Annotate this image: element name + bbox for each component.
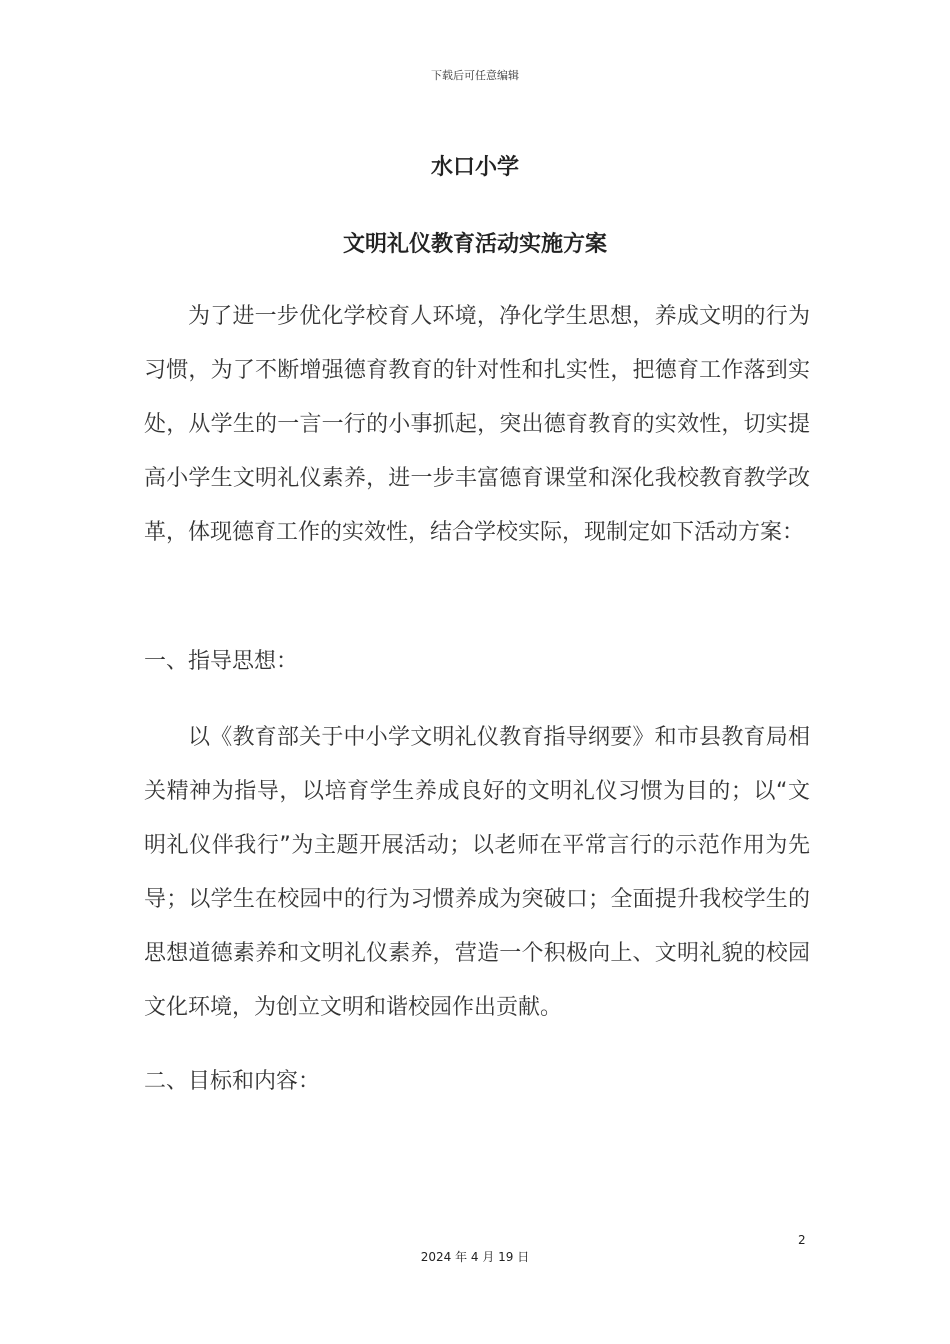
page-number: 2 bbox=[798, 1233, 806, 1247]
guiding-paragraph: 以《教育部关于中小学文明礼仪教育指导纲要》和市县教育局相关精神为指导，以培育学生养成良好的文明礼仪习惯为目的；以“文明礼仪伴我行”为主题开展活动；以老师在平常言行的示范作用为先导；以学生在校园中的行为习惯养成为突破口；全面提升我校学生的思想道德素养和文明礼仪素养，营造一个积极向上、文明礼貌的校园文化环境，为创立文明和谐校园作出贡献。 bbox=[144, 725, 810, 1020]
school-name: 水口小学 bbox=[430, 155, 519, 180]
footer-date: 2024 年 4 月 19 日 bbox=[420, 1250, 530, 1264]
section-heading-goals-content bbox=[144, 1055, 810, 1109]
document-title: 文明礼仪教育活动实施方案 bbox=[342, 232, 607, 257]
section-heading: 二、目标和内容： bbox=[144, 1069, 321, 1094]
guiding-paragraph-block bbox=[144, 711, 810, 1035]
section-heading-guiding-ideology bbox=[144, 635, 810, 689]
intro-paragraph-block bbox=[144, 290, 810, 560]
section-heading: 一、指导思想： bbox=[144, 649, 299, 674]
header-note: 下载后可任意编辑 bbox=[431, 69, 519, 82]
intro-paragraph: 为了进一步优化学校育人环境，净化学生思想，养成文明的行为习惯，为了不断增强德育教育的针对性和扎实性，把德育工作落到实处，从学生的一言一行的小事抓起，突出德育教育的实效性，切实提高小学生文明礼仪素养，进一步丰富德育课堂和深化我校教育教学改革，体现德育工作的实效性，结合学校实际，现制定如下活动方案： bbox=[144, 304, 810, 545]
